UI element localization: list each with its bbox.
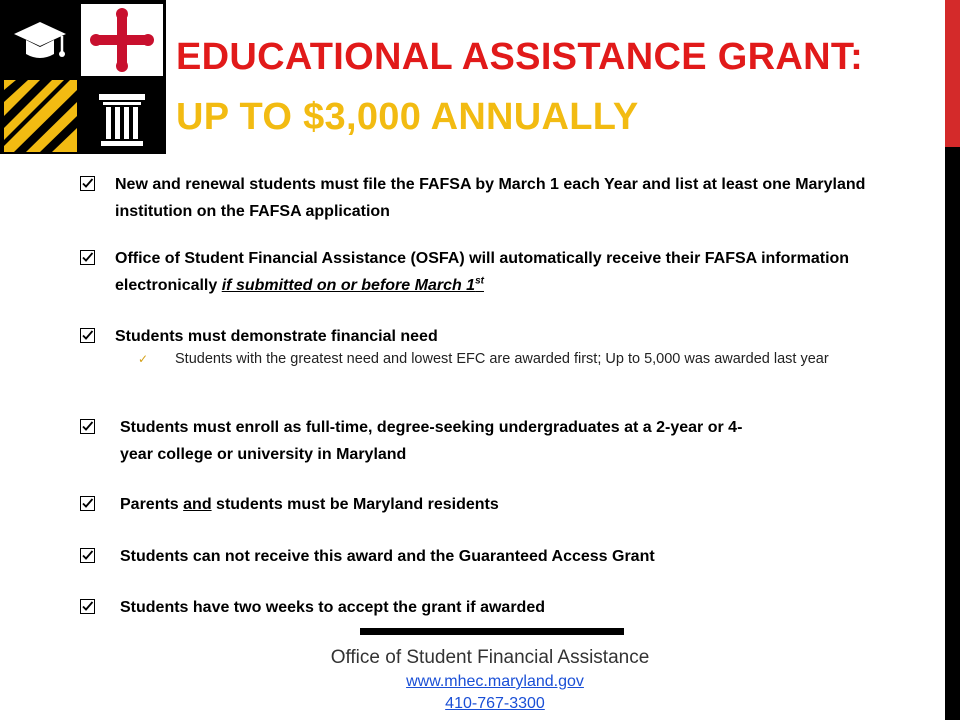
bullet-text: New and renewal students must file the FAFSA by March 1 each Year and list at least one Maryland institution on the FAFSA application (115, 176, 866, 220)
bullet-item (80, 414, 870, 468)
page-title-line1: EDUCATIONAL ASSISTANCE GRANT: (176, 36, 864, 78)
sub-bullet-item (138, 348, 858, 370)
bullet-text: students must be Maryland residents (211, 496, 499, 513)
checkbox-checked-icon (80, 328, 95, 343)
accent-bar-black (945, 147, 960, 720)
bullet-text-emphasis: if submitted on or before March 1st (221, 275, 484, 294)
checkmark-icon: ✓ (138, 352, 149, 366)
footer-office-name: Office of Student Financial Assistance (330, 647, 650, 668)
bullet-item (80, 491, 870, 518)
checkbox-checked-icon (80, 419, 95, 434)
sub-bullet-text: Students with the greatest need and lowest EFC are awarded first; Up to 5,000 was awarded last year (175, 351, 829, 367)
maryland-cross-icon (81, 4, 163, 76)
maryland-flag-quadrant-icon (4, 80, 77, 152)
footer-website-link[interactable]: www.mhec.maryland.gov (406, 673, 584, 690)
checkbox-checked-icon (80, 176, 95, 191)
bullet-text: Students must demonstrate financial need (115, 328, 438, 345)
maryland-logo (0, 0, 166, 154)
bullet-item (80, 245, 870, 299)
column-icon (81, 80, 163, 152)
footer-divider (360, 628, 624, 635)
bullet-text: Students must enroll as full-time, degree-seeking undergraduates at a 2-year or 4-year college or university in Maryland (120, 419, 743, 463)
bullet-text: Students can not receive this award and the Guaranteed Access Grant (120, 548, 655, 565)
checkbox-checked-icon (80, 599, 95, 614)
bullet-item (80, 594, 870, 621)
checkbox-checked-icon (80, 496, 95, 511)
page-title-line2: UP TO $3,000 ANNUALLY (176, 96, 639, 138)
accent-bar-red (945, 0, 960, 147)
bullet-item (80, 323, 870, 350)
checkbox-checked-icon (80, 548, 95, 563)
bullet-text: Office of Student Financial Assistance (OSFA) will automatically receive their FAFSA information electronically (115, 250, 850, 294)
bullet-text: Students have two weeks to accept the grant if awarded (120, 599, 545, 616)
checkbox-checked-icon (80, 250, 95, 265)
bullet-item (80, 543, 870, 570)
bullet-text: Parents (120, 496, 184, 513)
graduation-cap-icon (4, 4, 77, 76)
bullet-text-emphasis: and (183, 496, 212, 513)
footer-phone-link[interactable]: 410-767-3300 (445, 695, 545, 712)
bullet-item (80, 171, 870, 225)
